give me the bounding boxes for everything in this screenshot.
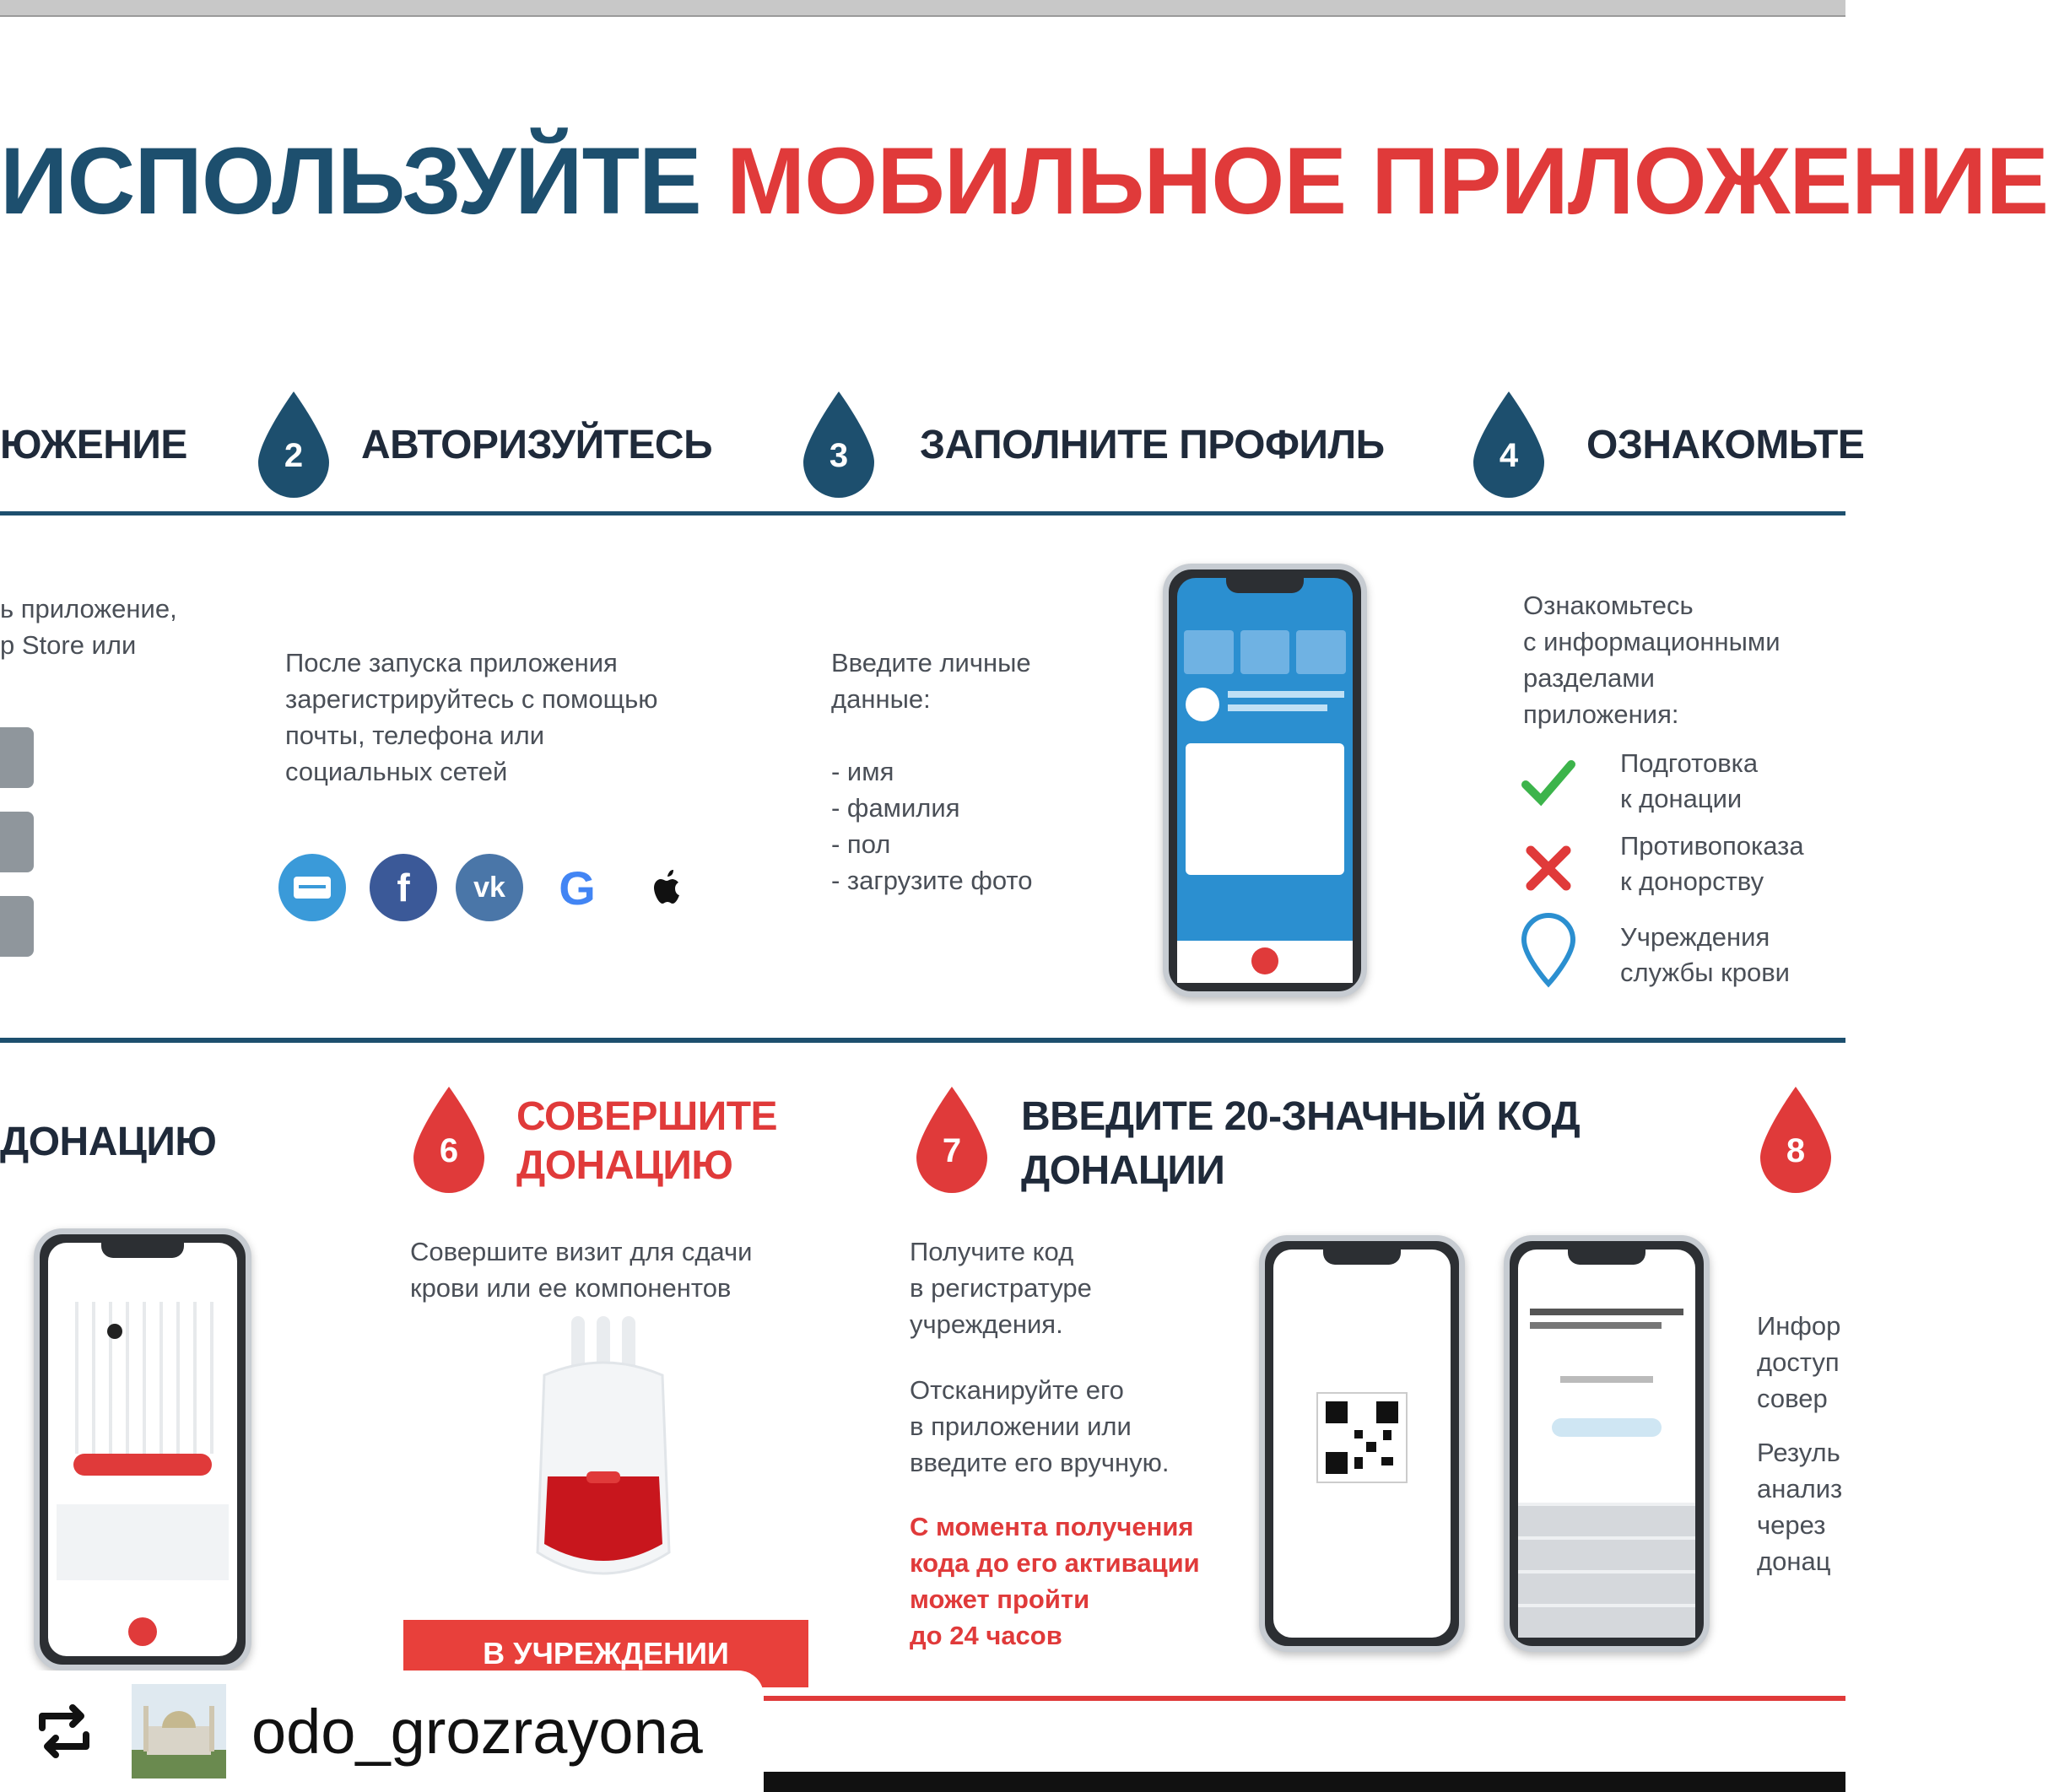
step7-title-line2: ДОНАЦИИ bbox=[1021, 1148, 1225, 1193]
title-part-1: ИСПОЛЬЗУЙТЕ bbox=[0, 128, 701, 234]
google-icon[interactable]: G bbox=[543, 854, 611, 921]
step2-drop-icon: 2 bbox=[251, 388, 336, 498]
mail-icon[interactable] bbox=[278, 854, 346, 921]
step7-drop-icon: 7 bbox=[910, 1083, 994, 1193]
checklist-label-3: Учреждения службы крови bbox=[1620, 922, 1791, 987]
section-divider-2 bbox=[0, 1038, 1845, 1043]
step1-title: ЮЖЕНИЕ bbox=[0, 423, 187, 467]
step4-text: Ознакомьтесь с информационными разделами приложения: bbox=[1523, 591, 1781, 729]
step6-title-line2: ДОНАЦИЮ bbox=[516, 1143, 733, 1188]
store-badge-2[interactable] bbox=[0, 812, 34, 872]
repost-bar[interactable] bbox=[0, 1671, 764, 1792]
step3-drop-icon: 3 bbox=[797, 388, 881, 498]
step6-drop-icon: 6 bbox=[407, 1083, 491, 1193]
checklist-label-1: Подготовка к донации bbox=[1620, 748, 1759, 813]
step4-drop-icon: 4 bbox=[1467, 388, 1551, 498]
top-border bbox=[0, 0, 1845, 17]
step6-text: Совершите визит для сдачи крови или ее компонентов bbox=[410, 1237, 753, 1303]
step7-text-warning: С момента получения кода до его активации может пройти до 24 часов bbox=[910, 1512, 1200, 1650]
step7-text-2: Отсканируйте его в приложении или введите его вручную. bbox=[910, 1375, 1170, 1477]
bottom-edge bbox=[764, 1772, 1845, 1792]
phone-qr-mockup bbox=[1259, 1235, 1465, 1652]
step4-title: ОЗНАКОМЬТЕ bbox=[1586, 423, 1865, 467]
step3-text: Введите личные данные: - имя - фамилия - пол - загрузите фото bbox=[831, 648, 1033, 895]
institution-button[interactable]: В УЧРЕЖДЕНИИ bbox=[403, 1620, 808, 1687]
phone-profile-mockup bbox=[1163, 564, 1367, 997]
step2-title: АВТОРИЗУЙТЕСЬ bbox=[361, 423, 713, 467]
phone-calendar-mockup bbox=[34, 1228, 251, 1671]
step8-text-2: Резуль анализ через донац bbox=[1757, 1438, 1843, 1576]
store-badge-1[interactable] bbox=[0, 727, 34, 788]
step2-text: После запуска приложения зарегистрируйтесь с помощью почты, телефона или социальных сетей bbox=[285, 648, 658, 786]
page-title bbox=[0, 118, 2048, 245]
apple-icon[interactable] bbox=[635, 854, 702, 921]
title-part-2: МОБИЛЬНОЕ ПРИЛОЖЕНИЕ bbox=[726, 128, 2048, 234]
check-icon bbox=[1519, 753, 1578, 812]
step7-text-1: Получите код в регистратуре учреждения. bbox=[910, 1237, 1092, 1339]
qr-code-icon bbox=[1317, 1393, 1407, 1482]
step8-text-1: Инфор доступ совер bbox=[1757, 1311, 1841, 1413]
repost-username[interactable]: odo_grozrayona bbox=[251, 1696, 703, 1767]
cross-icon bbox=[1519, 839, 1578, 898]
avatar[interactable] bbox=[132, 1684, 226, 1779]
phone-keypad-mockup bbox=[1504, 1235, 1710, 1652]
facebook-icon[interactable]: f bbox=[370, 854, 437, 921]
step5-title: ДОНАЦИЮ bbox=[0, 1120, 217, 1164]
step6-title-line1: СОВЕРШИТЕ bbox=[516, 1094, 778, 1139]
blood-bag-image bbox=[527, 1316, 679, 1603]
location-pin-icon bbox=[1519, 913, 1578, 989]
step8-drop-icon: 8 bbox=[1753, 1083, 1838, 1193]
checklist-label-2: Противопоказа к донорству bbox=[1620, 831, 1804, 896]
step3-title: ЗАПОЛНИТЕ ПРОФИЛЬ bbox=[920, 423, 1385, 467]
store-badge-3[interactable] bbox=[0, 896, 34, 957]
step1-text: ь приложение, p Store или bbox=[0, 594, 177, 660]
repost-icon[interactable] bbox=[30, 1698, 98, 1765]
section-divider bbox=[0, 511, 1845, 515]
vk-icon[interactable]: vk bbox=[456, 854, 523, 921]
step7-title-line1: ВВЕДИТЕ 20-ЗНАЧНЫЙ КОД bbox=[1021, 1094, 1581, 1139]
